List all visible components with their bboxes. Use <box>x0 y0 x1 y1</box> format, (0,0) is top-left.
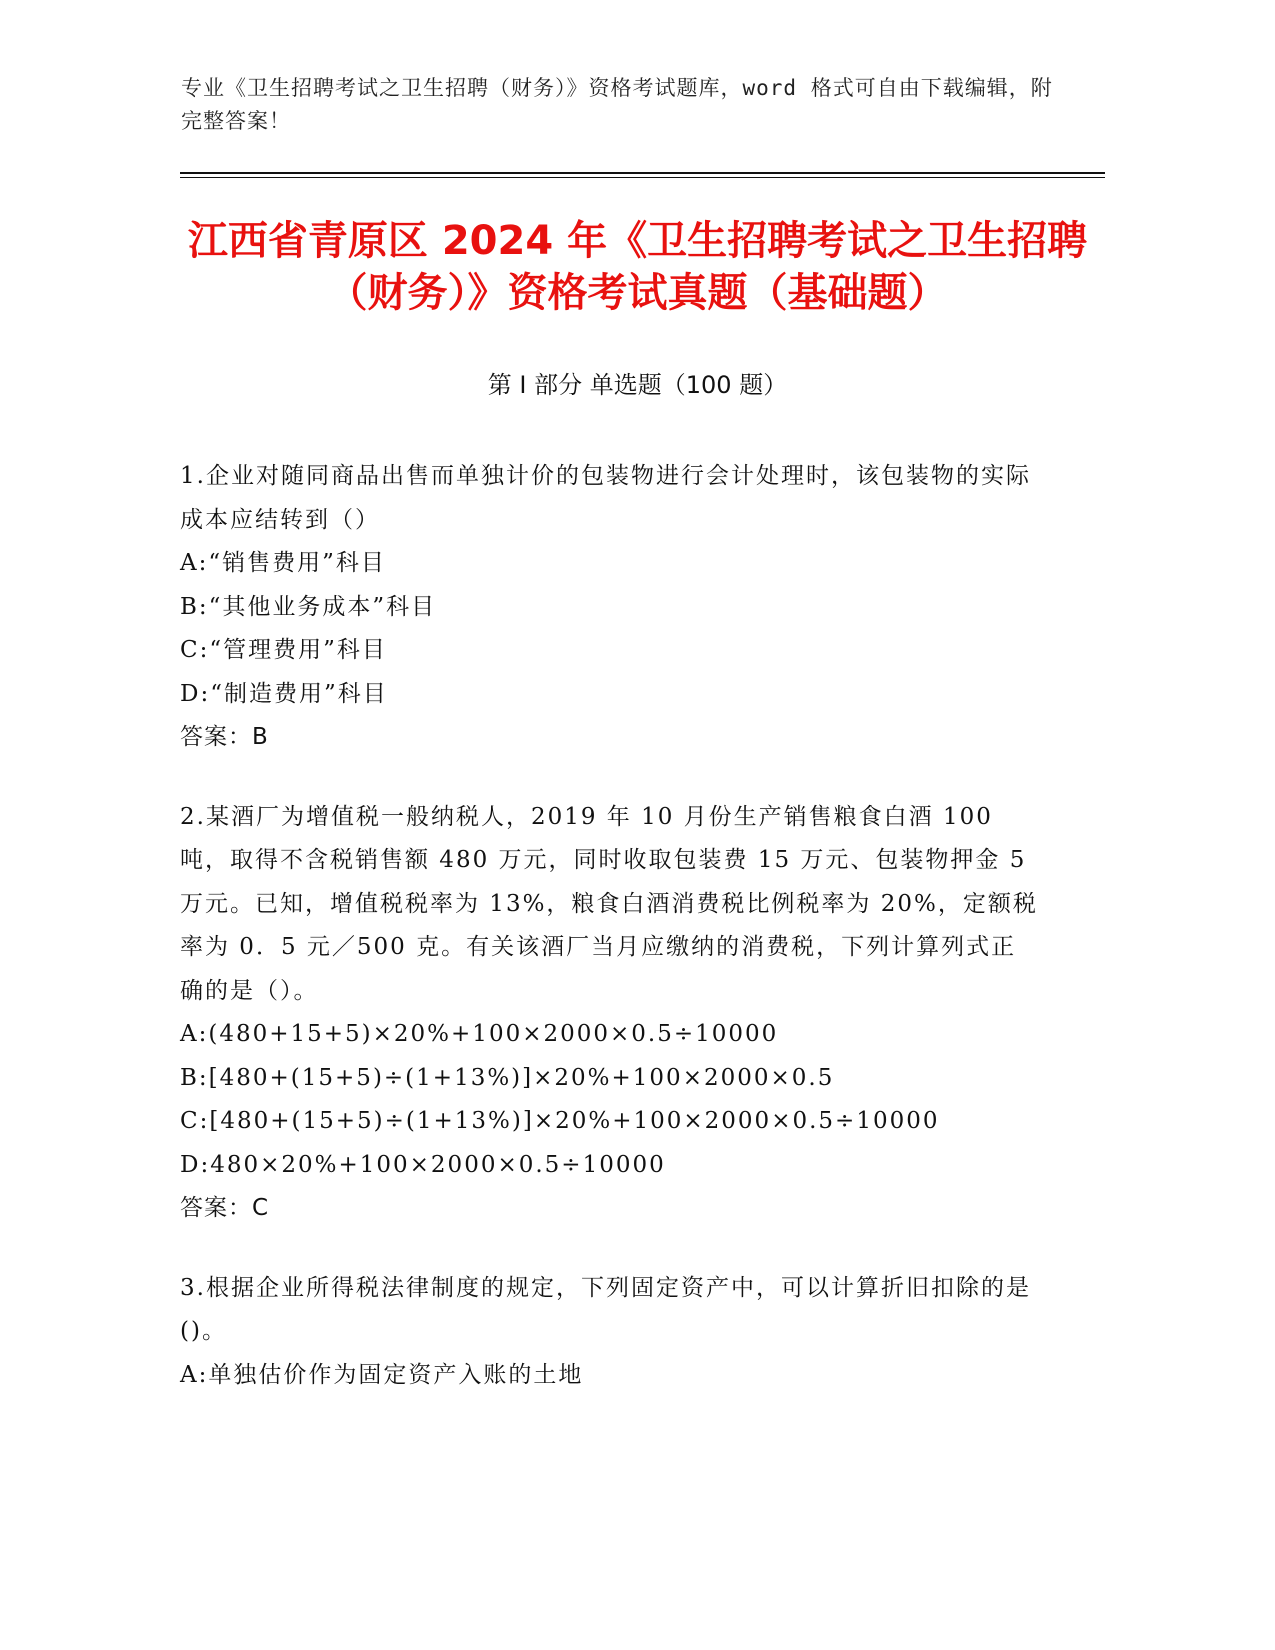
answer: 答案：C <box>180 1195 270 1221</box>
option-c: C:“管理费用”科目 <box>180 637 387 663</box>
section-heading: 第 I 部分 单选题（100 题） <box>487 371 788 399</box>
option-a: A:“销售费用”科目 <box>180 550 386 576</box>
answer: 答案：B <box>180 724 269 750</box>
option-d: D:“制造费用”科目 <box>180 680 388 707</box>
question-stem: 3.根据企业所得税法律制度的规定，下列固定资产中，可以计算折旧扣除的是()。 <box>180 1274 1031 1344</box>
question-stem: 1.企业对随同商品出售而单独计价的包装物进行会计处理时，该包装物的实际成本应结转到（） <box>180 463 1031 533</box>
option-c: C:[480+(15+5)÷(1+13%)]×20%+100×2000×0.5÷10000 <box>180 1108 940 1134</box>
question-2 <box>180 796 1040 1231</box>
option-b: B:[480+(15+5)÷(1+13%)]×20%+100×2000×0.5 <box>180 1064 835 1091</box>
header-divider-bottom <box>180 177 1105 178</box>
question-stem: 2.某酒厂为增值税一般纳税人，2019 年 10 月份生产销售粮食白酒 100 吨，取得不含税销售额 480 万元，同时收取包装费 15 万元、包装物押金 5 万元。已知，增值税税率为 13%，粮食白酒消费税比例税率为 20%，定额税率为 0．5 元／500 克。有关该酒厂当月应缴纳的消费税，下列计算列式正确的是（）。 <box>180 803 1038 1004</box>
question-1 <box>180 455 1040 760</box>
document-title: 江西省青原区 2024 年《卫生招聘考试之卫生招聘（财务）》资格考试真题（基础题） <box>187 218 1088 316</box>
question-3 <box>180 1267 1040 1398</box>
header-divider-top <box>180 172 1105 174</box>
question-list <box>180 455 1040 1433</box>
option-a: A:(480+15+5)×20%+100×2000×0.5÷10000 <box>180 1021 779 1047</box>
option-a: A:单独估价作为固定资产入账的土地 <box>180 1361 584 1388</box>
option-d: D:480×20%+100×2000×0.5÷10000 <box>180 1151 666 1178</box>
option-b: B:“其他业务成本”科目 <box>180 593 437 620</box>
header-note: 专业《卫生招聘考试之卫生招聘（财务）》资格考试题库，word 格式可自由下载编辑，附完整答案！ <box>181 76 1053 133</box>
